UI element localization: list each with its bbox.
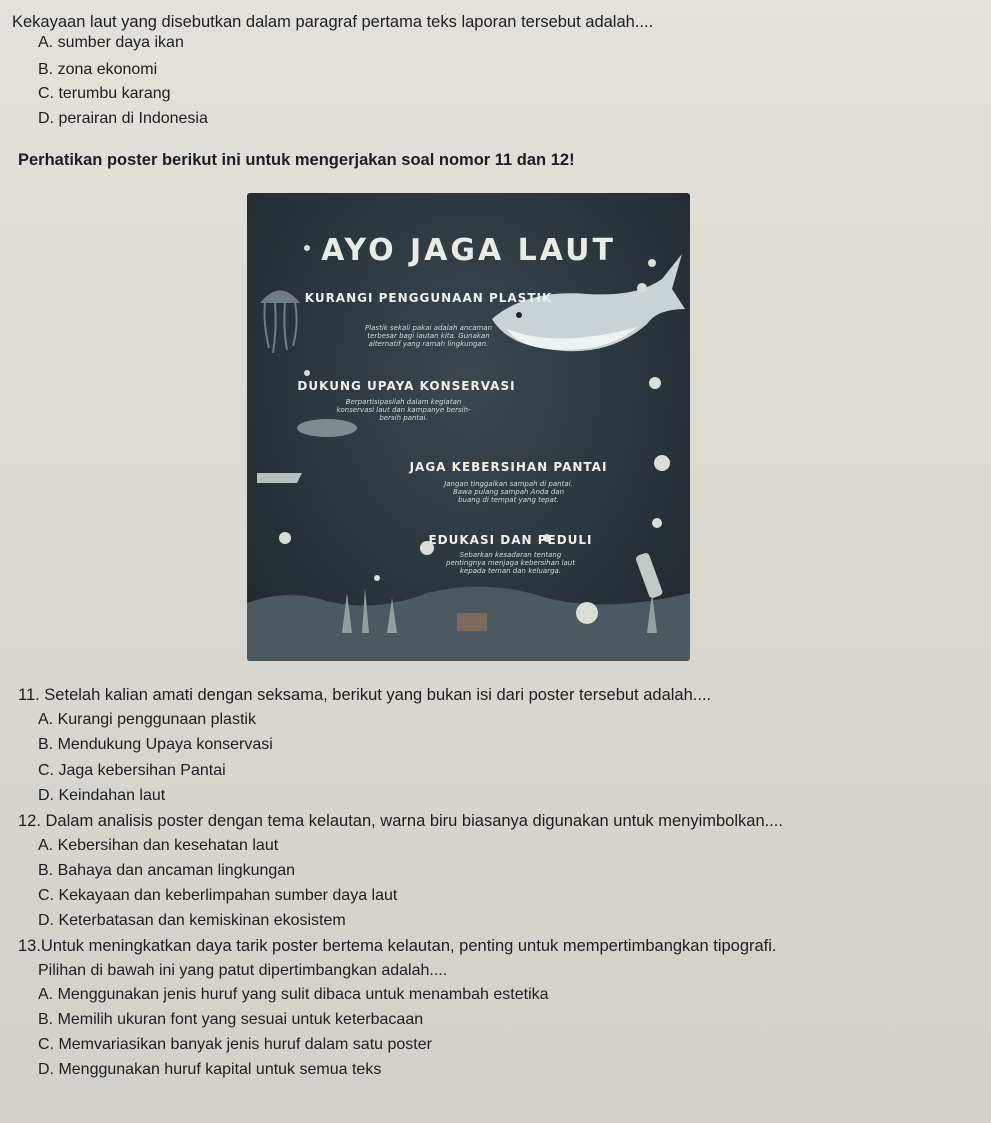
poster-section-1-heading: KURANGI PENGGUNAAN PLASTIK [304,291,553,305]
q13-option-a[interactable]: A. Menggunakan jenis huruf yang sulit dibaca untuk menambah estetika [38,986,549,1003]
q11-option-d[interactable]: D. Keindahan laut [38,787,166,804]
q11-option-c[interactable]: C. Jaga kebersihan Pantai [38,762,226,779]
poster-section-4-heading: EDUKASI DAN PEDULI [428,533,593,547]
q12-option-d[interactable]: D. Keterbatasan dan kemiskinan ekosistem [38,912,346,929]
q13-stem-line1: 13.Untuk meningkatkan daya tarik poster bertema kelautan, penting untuk mempertimbangkan tipografi. [18,937,777,955]
poster-section-4-body: Sebarkan kesadaran tentang pentingnya menjaga kebersihan laut kepada teman dan keluarga. [446,551,575,575]
poster-section-3-heading: JAGA KEBERSIHAN PANTAI [409,460,608,474]
q11-option-a[interactable]: A. Kurangi penggunaan plastik [38,711,256,728]
q13-option-c[interactable]: C. Memvariasikan banyak jenis huruf dalam satu poster [38,1036,432,1053]
q11-stem: 11. Setelah kalian amati dengan seksama, berikut yang bukan isi dari poster tersebut adalah.... [18,686,712,704]
q13-stem-line2: Pilihan di bawah ini yang patut dipertimbangkan adalah.... [38,962,448,979]
poster-section-1-body: Plastik sekali pakai adalah ancaman terbesar bagi lautan kita. Gunakan alternatif yang ramah lingkungan. [364,324,493,348]
poster-instruction: Perhatikan poster berikut ini untuk mengerjakan soal nomor 11 dan 12! [18,151,575,169]
q13-option-d[interactable]: D. Menggunakan huruf kapital untuk semua teks [38,1061,382,1078]
q12-stem: 12. Dalam analisis poster dengan tema kelautan, warna biru biasanya digunakan untuk menyimbolkan.... [18,812,783,830]
q10-option-d[interactable]: D. perairan di Indonesia [38,110,208,127]
q10-option-c[interactable]: C. terumbu karang [38,85,171,102]
q10-option-b[interactable]: B. zona ekonomi [38,61,158,78]
poster-section-3-body: Jangan tinggalkan sampah di pantai. Bawa pulang sampah Anda dan buang di tempat yang tepat. [444,480,573,504]
q10-option-a[interactable]: A. sumber daya ikan [38,34,184,51]
q13-option-b[interactable]: B. Memilih ukuran font yang sesuai untuk keterbacaan [38,1011,424,1028]
poster-title: AYO JAGA LAUT [321,233,616,268]
poster-section-2-heading: DUKUNG UPAYA KONSERVASI [297,379,516,393]
q12-option-b[interactable]: B. Bahaya dan ancaman lingkungan [38,862,296,879]
q12-option-a[interactable]: A. Kebersihan dan kesehatan laut [38,837,279,854]
q10-stem: Kekayaan laut yang disebutkan dalam paragraf pertama teks laporan tersebut adalah.... [12,13,654,31]
q12-option-c[interactable]: C. Kekayaan dan keberlimpahan sumber daya laut [38,887,398,904]
q11-option-b[interactable]: B. Mendukung Upaya konservasi [38,736,273,753]
poster-section-2-body: Berpartisipasilah dalam kegiatan konservasi laut dan kampanye bersih- bersih pantai. [336,398,471,422]
poster-image [247,193,690,661]
